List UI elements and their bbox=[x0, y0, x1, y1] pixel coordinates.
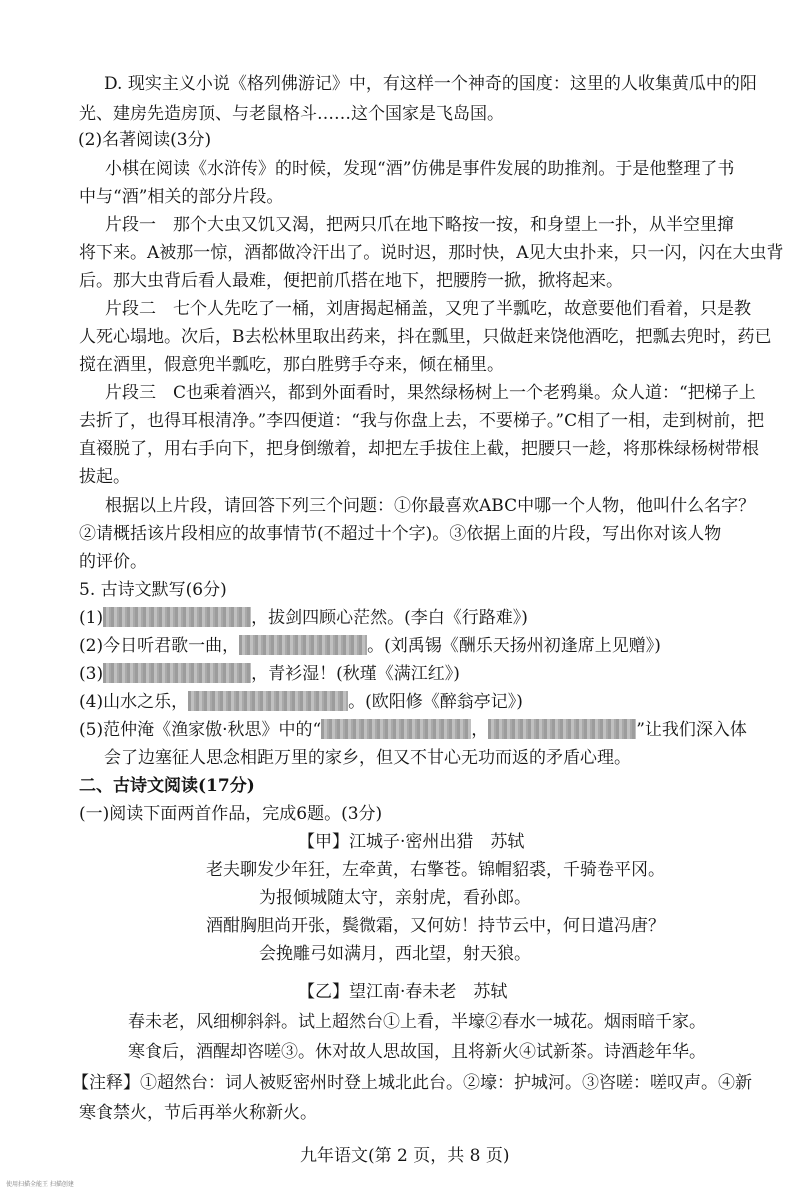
item-text: (4)山水之乐， bbox=[79, 692, 189, 712]
fragment-2-line: 人死心塌地。次后，B去松林里取出药来，抖在瓢里，只做赶来饶他酒吃，把瓢去兜时，药已 bbox=[79, 327, 772, 347]
fragment-1-line: 将下来。A被那一惊，酒都做冷汗出了。说时迟，那时快，A见大虫扑来，只一闪，闪在大虫背 bbox=[79, 243, 784, 263]
poem-b-title: 【乙】望江南·春未老 苏轼 bbox=[298, 982, 508, 1002]
dictation-item-5 bbox=[79, 718, 747, 742]
subsection-heading: (一)阅读下面两首作品，完成6题。(3分) bbox=[79, 804, 383, 824]
fragment-2-line: 片段二 七个人先吃了一桶，刘唐揭起桶盖，又兜了半瓢吃，故意要他们看着，只是教 bbox=[105, 299, 751, 319]
poem-a-line: 会挽雕弓如满月，西北望，射天狼。 bbox=[259, 944, 531, 964]
poem-a-line: 酒酣胸胆尚开张，鬓微霜，又何妨！持节云中，何日遣冯唐？ bbox=[206, 916, 665, 936]
scan-watermark: 使用扫描全能王 扫描创建 bbox=[6, 1181, 74, 1188]
option-d-line-2: 光、建房先造房顶、与老鼠格斗……这个国家是飞岛国。 bbox=[79, 104, 504, 124]
dictation-item-1 bbox=[79, 606, 528, 630]
item-number: (3) bbox=[79, 664, 104, 684]
dictation-item-3 bbox=[79, 662, 460, 686]
question-line: 根据以上片段，请回答下列三个问题：①你最喜欢ABC中哪一个人物，他叫什么名字？ bbox=[105, 496, 756, 516]
item-text: ，青衫湿！(秋瑾《满江红》) bbox=[251, 664, 460, 684]
fragment-1-line: 片段一 那个大虫又饥又渴，把两只爪在地下略按一按，和身望上一扑，从半空里撺 bbox=[105, 215, 734, 235]
fragment-3-line: 去折了，也得耳根清净。”李四便道：“我与你盘上去，不要梯子。”C相了一相，走到树前，把 bbox=[79, 411, 765, 431]
item-text: (2)今日听君歌一曲， bbox=[79, 636, 240, 656]
poem-a-title: 【甲】江城子·密州出猎 苏轼 bbox=[298, 832, 525, 852]
notes-line: 【注释】①超然台：词人被贬密州时登上城北此台。②壕：护城河。③咨嗟：嗟叹声。④新 bbox=[72, 1073, 752, 1093]
redacted-answer-blank bbox=[239, 635, 367, 655]
page-number: 九年语文(第 2 页，共 8 页) bbox=[300, 1146, 510, 1166]
question-line: 的评价。 bbox=[79, 552, 147, 572]
item-text: 。(刘禹锡《酬乐天扬州初逢席上见赠》) bbox=[367, 636, 661, 656]
item-number: (1) bbox=[79, 608, 104, 628]
poem-b-line: 春未老，风细柳斜斜。试上超然台①上看，半壕②春水一城花。烟雨暗千家。 bbox=[128, 1012, 706, 1032]
reading-intro-1: 小棋在阅读《水浒传》的时候，发现“酒”仿佛是事件发展的助推剂。于是他整理了书 bbox=[105, 159, 735, 179]
item-text: ， bbox=[471, 720, 489, 740]
question-line: ②请概括该片段相应的故事情节(不超过十个字)。③依据上面的片段，写出你对该人物 bbox=[79, 524, 722, 544]
fragment-3-line: 片段三 C也乘着酒兴，都到外面看时，果然绿杨树上一个老鸦巢。众人道：“把梯子上 bbox=[105, 383, 756, 403]
fragment-3-line: 直裰脱了，用右手向下，把身倒缴着，却把左手拔住上截，把腰只一趁，将那株绿杨树带根 bbox=[79, 439, 759, 459]
redacted-answer-blank bbox=[321, 719, 471, 739]
redacted-answer-blank bbox=[188, 691, 348, 711]
option-d-line-1: D. 现实主义小说《格列佛游记》中，有这样一个神奇的国度：这里的人收集黄瓜中的阳 bbox=[104, 74, 757, 94]
item-text: ”让我们深入体 bbox=[636, 720, 747, 740]
redacted-answer-blank bbox=[103, 607, 251, 627]
reading-heading: (2)名著阅读(3分) bbox=[78, 130, 212, 150]
dictation-item-5-line-2: 会了边塞征人思念相距万里的家乡，但又不甘心无功而返的矛盾心理。 bbox=[104, 748, 631, 768]
reading-intro-2: 中与“酒”相关的部分片段。 bbox=[79, 187, 284, 207]
item-text: 。(欧阳修《醉翁亭记》) bbox=[348, 692, 523, 712]
poem-a-line: 为报倾城随太守，亲射虎，看孙郎。 bbox=[259, 888, 531, 908]
fragment-2-line: 搅在酒里，假意兜半瓢吃，那白胜劈手夺来，倾在桶里。 bbox=[79, 355, 504, 375]
item-text: ，拔剑四顾心茫然。(李白《行路难》) bbox=[251, 608, 528, 628]
dictation-item-4 bbox=[79, 690, 523, 714]
poem-b-line: 寒食后，酒醒却咨嗟③。休对故人思故国，且将新火④试新茶。诗酒趁年华。 bbox=[128, 1042, 706, 1062]
fragment-1-line: 后。那大虫背后看人最难，便把前爪搭在地下，把腰胯一掀，掀将起来。 bbox=[79, 271, 623, 291]
section-heading: 二、古诗文阅读(17分) bbox=[79, 776, 255, 796]
item-text: (5)范仲淹《渔家傲·秋思》中的“ bbox=[79, 720, 322, 740]
redacted-answer-blank bbox=[488, 719, 636, 739]
fragment-3-line: 拔起。 bbox=[79, 467, 130, 487]
redacted-answer-blank bbox=[103, 663, 251, 683]
notes-line: 寒食禁火，节后再举火称新火。 bbox=[79, 1103, 317, 1123]
dictation-item-2 bbox=[79, 634, 661, 658]
dictation-heading: 5. 古诗文默写(6分) bbox=[79, 580, 227, 600]
poem-a-line: 老夫聊发少年狂，左牵黄，右擎苍。锦帽貂裘，千骑卷平冈。 bbox=[206, 860, 665, 880]
